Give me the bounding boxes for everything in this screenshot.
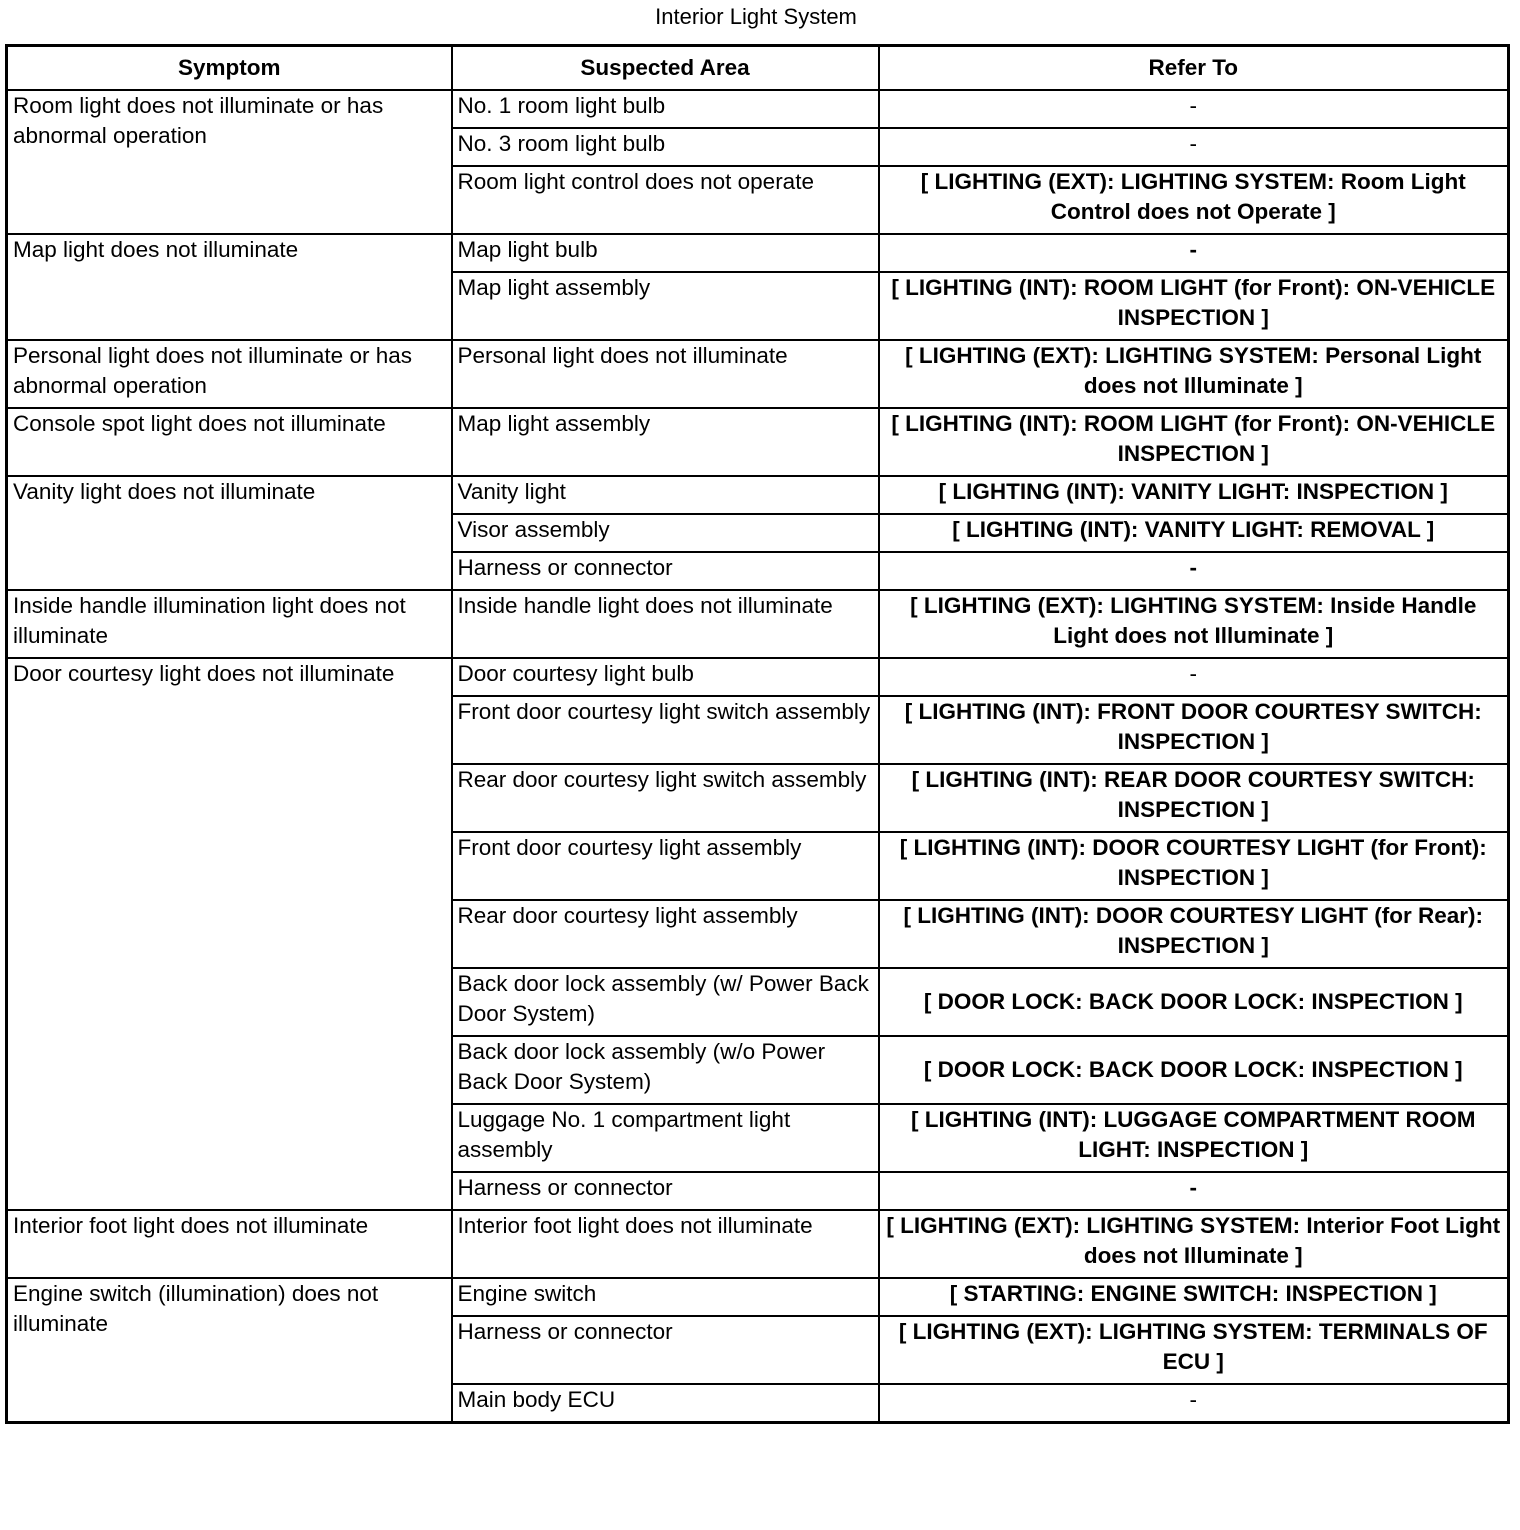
header-refer-to: Refer To — [879, 46, 1509, 91]
refer-link[interactable]: [ LIGHTING (INT): DOOR COURTESY LIGHT (for Rear): INSPECTION ] — [879, 900, 1509, 968]
symptom-cell: Door courtesy light does not illuminate — [7, 658, 452, 1210]
area-cell: Back door lock assembly (w/ Power Back Door System) — [452, 968, 879, 1036]
area-cell: Harness or connector — [452, 552, 879, 590]
table-row — [7, 408, 1509, 476]
refer-cell: - — [879, 658, 1509, 696]
refer-cell: - — [879, 128, 1509, 166]
refer-link[interactable]: [ LIGHTING (INT): REAR DOOR COURTESY SWITCH: INSPECTION ] — [879, 764, 1509, 832]
refer-link[interactable]: [ LIGHTING (EXT): LIGHTING SYSTEM: Inside Handle Light does not Illuminate ] — [879, 590, 1509, 658]
refer-cell: - — [879, 552, 1509, 590]
area-cell: Door courtesy light bulb — [452, 658, 879, 696]
table-caption: Interior Light System — [655, 4, 857, 29]
refer-link[interactable]: [ LIGHTING (INT): LUGGAGE COMPARTMENT ROOM LIGHT: INSPECTION ] — [879, 1104, 1509, 1172]
symptom-cell: Engine switch (illumination) does not illuminate — [7, 1278, 452, 1423]
refer-link[interactable]: [ LIGHTING (INT): VANITY LIGHT: REMOVAL ] — [879, 514, 1509, 552]
table-row — [7, 476, 1509, 514]
table-row — [7, 658, 1509, 696]
refer-cell: - — [879, 1384, 1509, 1423]
refer-link[interactable]: [ LIGHTING (INT): ROOM LIGHT (for Front): ON-VEHICLE INSPECTION ] — [879, 272, 1509, 340]
table-row — [7, 90, 1509, 128]
symptom-cell: Vanity light does not illuminate — [7, 476, 452, 590]
area-cell: No. 3 room light bulb — [452, 128, 879, 166]
symptom-cell: Interior foot light does not illuminate — [7, 1210, 452, 1278]
header-symptom: Symptom — [7, 46, 452, 91]
refer-link[interactable]: [ LIGHTING (INT): ROOM LIGHT (for Front): ON-VEHICLE INSPECTION ] — [879, 408, 1509, 476]
area-cell: Front door courtesy light assembly — [452, 832, 879, 900]
area-cell: Map light assembly — [452, 408, 879, 476]
area-cell: Vanity light — [452, 476, 879, 514]
area-cell: Luggage No. 1 compartment light assembly — [452, 1104, 879, 1172]
area-cell: Inside handle light does not illuminate — [452, 590, 879, 658]
header-row — [7, 46, 1509, 91]
area-cell: Front door courtesy light switch assembly — [452, 696, 879, 764]
area-cell: Map light bulb — [452, 234, 879, 272]
symptom-cell: Map light does not illuminate — [7, 234, 452, 340]
refer-link[interactable]: [ LIGHTING (INT): VANITY LIGHT: INSPECTION ] — [879, 476, 1509, 514]
symptom-cell: Inside handle illumination light does not illuminate — [7, 590, 452, 658]
area-cell: Engine switch — [452, 1278, 879, 1316]
area-cell: Personal light does not illuminate — [452, 340, 879, 408]
table-row — [7, 1210, 1509, 1278]
area-cell: Room light control does not operate — [452, 166, 879, 234]
refer-link[interactable]: [ DOOR LOCK: BACK DOOR LOCK: INSPECTION ] — [879, 968, 1509, 1036]
area-cell: Interior foot light does not illuminate — [452, 1210, 879, 1278]
refer-link[interactable]: [ LIGHTING (EXT): LIGHTING SYSTEM: Personal Light does not Illuminate ] — [879, 340, 1509, 408]
header-suspected-area: Suspected Area — [452, 46, 879, 91]
refer-link[interactable]: [ LIGHTING (EXT): LIGHTING SYSTEM: Room Light Control does not Operate ] — [879, 166, 1509, 234]
refer-cell: - — [879, 234, 1509, 272]
symptom-cell: Personal light does not illuminate or has abnormal operation — [7, 340, 452, 408]
area-cell: Rear door courtesy light switch assembly — [452, 764, 879, 832]
refer-link[interactable]: [ LIGHTING (EXT): LIGHTING SYSTEM: Interior Foot Light does not Illuminate ] — [879, 1210, 1509, 1278]
area-cell: Harness or connector — [452, 1316, 879, 1384]
table-row — [7, 340, 1509, 408]
area-cell: No. 1 room light bulb — [452, 90, 879, 128]
symptom-cell: Console spot light does not illuminate — [7, 408, 452, 476]
refer-link[interactable]: [ DOOR LOCK: BACK DOOR LOCK: INSPECTION ] — [879, 1036, 1509, 1104]
area-cell: Back door lock assembly (w/o Power Back Door System) — [452, 1036, 879, 1104]
problem-symptoms-table — [5, 44, 1510, 1424]
area-cell: Harness or connector — [452, 1172, 879, 1210]
refer-link[interactable]: [ LIGHTING (INT): FRONT DOOR COURTESY SWITCH: INSPECTION ] — [879, 696, 1509, 764]
table-row — [7, 590, 1509, 658]
table-row — [7, 1278, 1509, 1316]
area-cell: Visor assembly — [452, 514, 879, 552]
refer-link[interactable]: [ LIGHTING (EXT): LIGHTING SYSTEM: TERMINALS OF ECU ] — [879, 1316, 1509, 1384]
refer-cell: - — [879, 1172, 1509, 1210]
table-row — [7, 234, 1509, 272]
area-cell: Main body ECU — [452, 1384, 879, 1423]
refer-cell: - — [879, 90, 1509, 128]
refer-link[interactable]: [ STARTING: ENGINE SWITCH: INSPECTION ] — [879, 1278, 1509, 1316]
symptom-cell: Room light does not illuminate or has abnormal operation — [7, 90, 452, 234]
area-cell: Rear door courtesy light assembly — [452, 900, 879, 968]
refer-link[interactable]: [ LIGHTING (INT): DOOR COURTESY LIGHT (for Front): INSPECTION ] — [879, 832, 1509, 900]
area-cell: Map light assembly — [452, 272, 879, 340]
